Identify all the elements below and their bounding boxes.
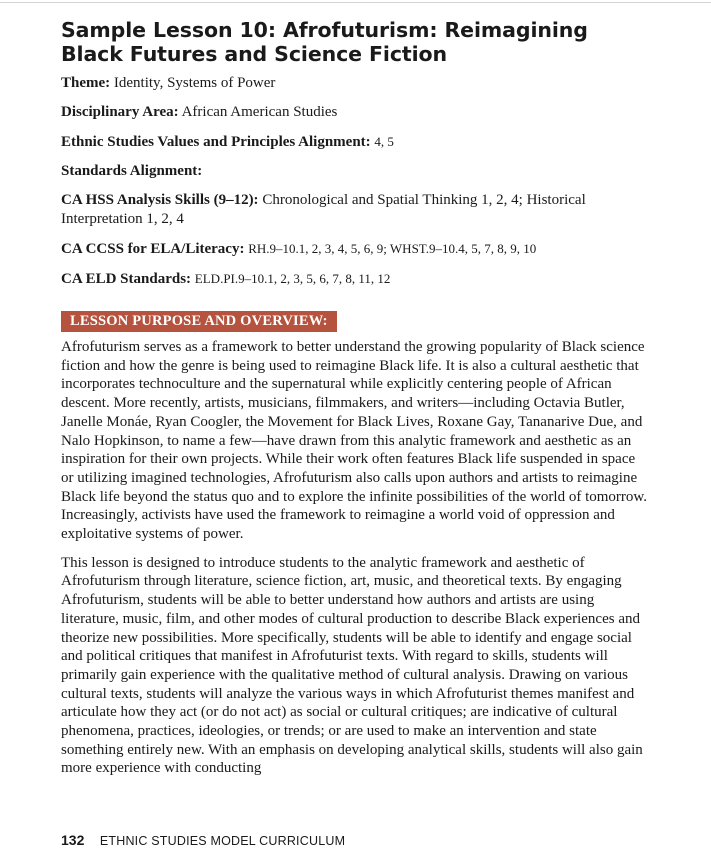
values-alignment-line bbox=[61, 132, 651, 152]
theme-line bbox=[61, 74, 651, 93]
eld-label: CA ELD Standards: bbox=[61, 271, 192, 287]
eld-value: ELD.PI.9–10.1, 2, 3, 5, 6, 7, 8, 11, 12 bbox=[194, 271, 391, 286]
top-divider bbox=[0, 2, 711, 3]
ccss-line bbox=[61, 239, 651, 259]
overview-paragraph-1: Afrofuturism serves as a framework to better understand the growing popularity of Black science fiction and how the genre is being used to reimagine Black life. It is also a cultural aesthetic that incorporates technoculture and the supernatural while explicitly centering people of African descent. More recently, artists, musicians, filmmakers, and writers—including Octavia Butler, Janelle Monáe, Ryan Coogler, the Movement for Black Lives, Roxane Gay, Tananarive Due, and Nalo Hopkinson, to name a few—have drawn from this analytic framework and aesthetic as an inspiration for their own projects. While their work often features Black life suspended in space or utilizing imagined technologies, Afrofuturism also calls upon authors and artists to reimagine Black life beyond the status quo and to explore the infinite possibilities of the world of tomorrow. Increasingly, activists have used the framework to reimagine a world void of oppression and exploitative systems of power. bbox=[61, 339, 647, 543]
page-number: 132 bbox=[61, 832, 85, 848]
values-alignment-label: Ethnic Studies Values and Principles Alignment: bbox=[61, 134, 371, 150]
ccss-value: RH.9–10.1, 2, 3, 4, 5, 6, 9; WHST.9–10.4, 5, 7, 8, 9, 10 bbox=[248, 241, 537, 256]
values-alignment-value: 4, 5 bbox=[374, 134, 394, 149]
page-footer bbox=[61, 832, 345, 848]
standards-alignment-line bbox=[61, 162, 651, 181]
lesson-purpose-heading: LESSON PURPOSE AND OVERVIEW: bbox=[61, 311, 337, 332]
theme-value: Identity, Systems of Power bbox=[113, 75, 276, 91]
lesson-title: Sample Lesson 10: Afrofuturism: Reimagining Black Futures and Science Fiction bbox=[61, 18, 588, 66]
running-title: ETHNIC STUDIES MODEL CURRICULUM bbox=[99, 834, 346, 848]
overview-paragraph-2: This lesson is designed to introduce students to the analytic framework and aesthetic of Afrofuturism through literature, science fiction, art, music, and theoretical texts. By engaging Afrofuturism, students will be able to better understand how authors and artists are using literature, music, film, and other modes of cultural production to describe Black experiences and theorize new possibilities. More specifically, students will be able to identify and engage social and political critiques that manifest in Afrofuturist texts. With regard to skills, students will primarily gain experience with the qualitative method of cultural analysis. Drawing on various cultural texts, students will analyze the various ways in which Afrofuturist themes manifest and articulate how they act (or do not act) as social or cultural critiques; are indicative of cultural phenomena, practices, ideologies, or trends; or are used to make an intervention and state something entirely new. With an emphasis on developing analytical skills, students will also gain more experience with conducting bbox=[61, 554, 643, 777]
theme-label: Theme: bbox=[61, 75, 111, 91]
disciplinary-area-line bbox=[61, 103, 651, 122]
hss-skills-label: CA HSS Analysis Skills (9–12): bbox=[61, 192, 259, 208]
eld-line bbox=[61, 269, 651, 289]
disciplinary-area-label: Disciplinary Area: bbox=[61, 104, 179, 120]
standards-alignment-label: Standards Alignment: bbox=[61, 163, 203, 179]
ccss-label: CA CCSS for ELA/Literacy: bbox=[61, 241, 245, 257]
page-content bbox=[61, 18, 651, 788]
hss-skills-line bbox=[61, 191, 651, 229]
disciplinary-area-value: African American Studies bbox=[181, 104, 338, 120]
hss-skills-value: Chronological and Spatial Thinking 1, 2, 4; Historical Interpretation 1, 2, 4 bbox=[61, 192, 586, 227]
